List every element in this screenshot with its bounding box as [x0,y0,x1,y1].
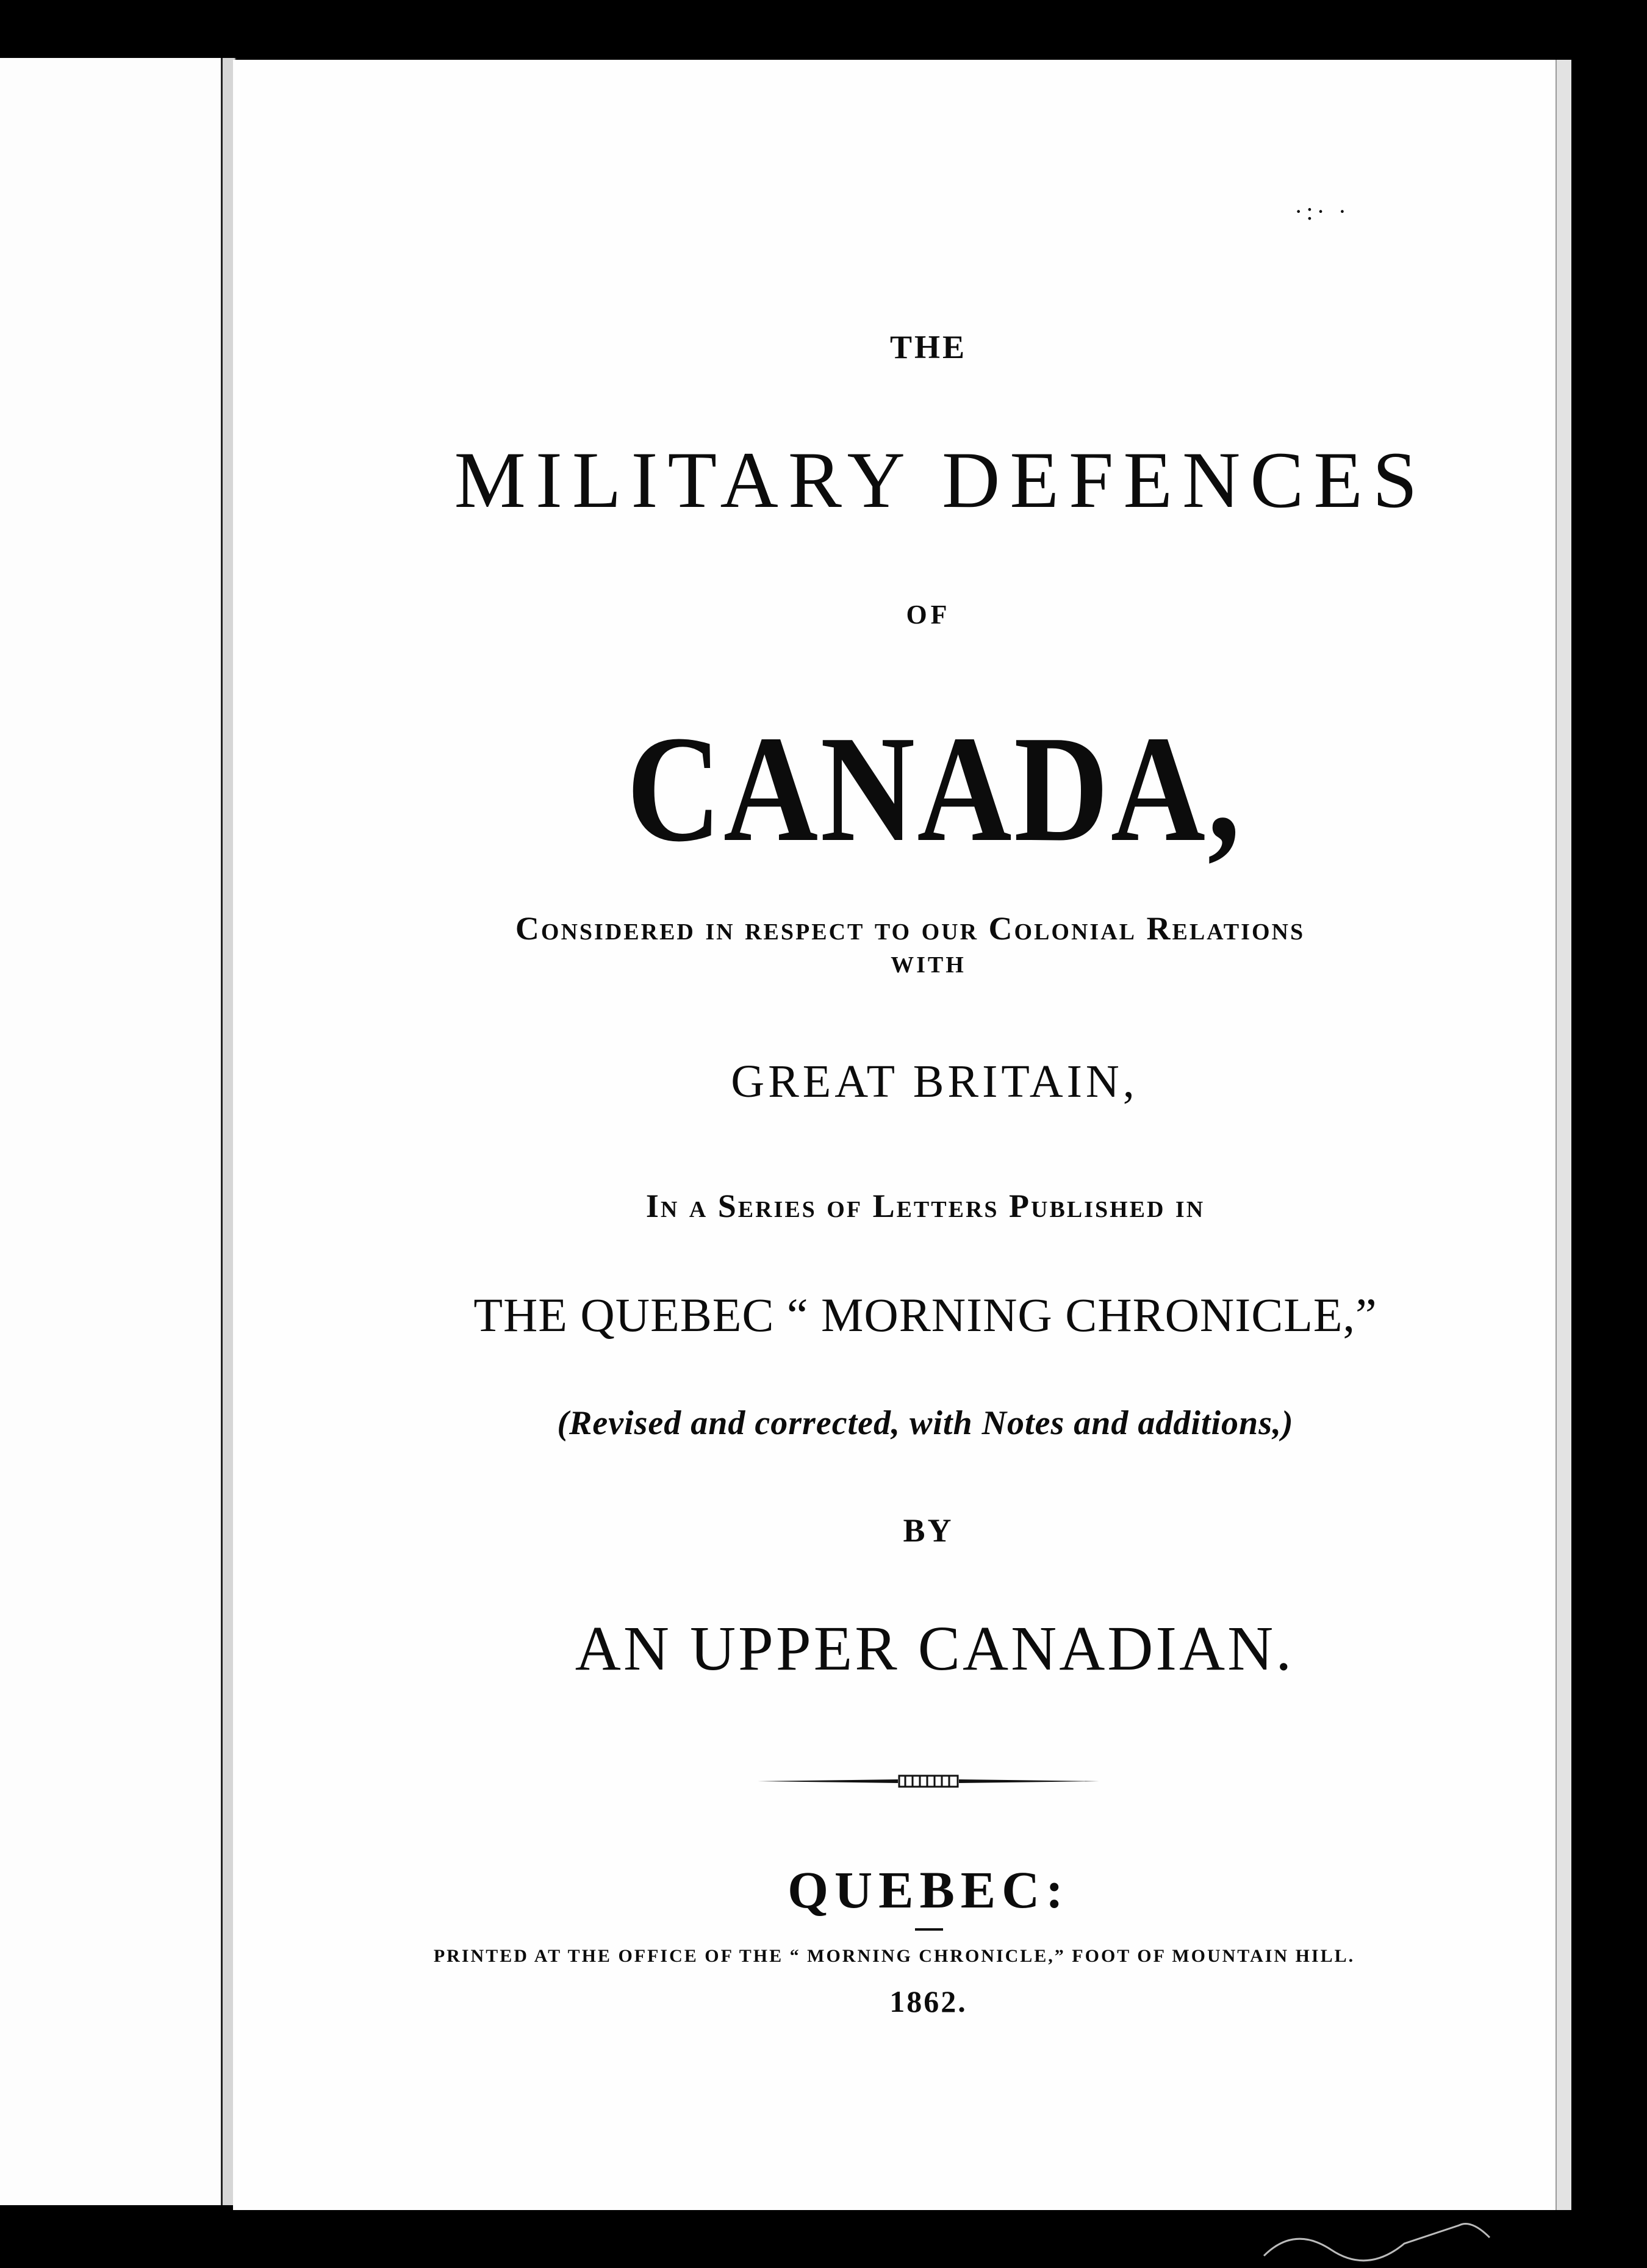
revision-note: (Revised and corrected, with Notes and additions,) [557,1404,1294,1442]
subtitle-line-1: Considered in respect to our Colonial Relations [515,910,1305,947]
series-line: In a Series of Letters Published in [645,1188,1205,1224]
ink-specks: ·:· · [1294,198,1351,225]
short-rule [915,1928,943,1931]
subtitle-great-britain: GREAT BRITAIN, [731,1056,1138,1107]
newspaper-name: THE QUEBEC “ MORNING CHRONICLE,” [473,1288,1377,1341]
imprint-place: QUEBEC: [788,1861,1069,1919]
title-page [233,60,1556,2210]
imprint-line: PRINTED AT THE OFFICE OF THE “ MORNING CHRONICLE,” FOOT OF MOUNTAIN HILL. [433,1946,1355,1966]
author: AN UPPER CANADIAN. [575,1613,1294,1684]
title-country: CANADA, [626,705,1243,874]
ornamental-rule [758,1772,1099,1790]
facing-page-edge [0,58,231,2205]
page-edge [1556,60,1571,2210]
title-article: THE [889,329,967,365]
imprint-year: 1862. [889,1984,967,2019]
title-preposition: OF [906,600,951,630]
pencil-mark [1258,2213,1514,2268]
main-title: MILITARY DEFENCES [454,435,1427,525]
subtitle-line-2: WITH [891,952,966,978]
byline-by: BY [903,1512,954,1549]
